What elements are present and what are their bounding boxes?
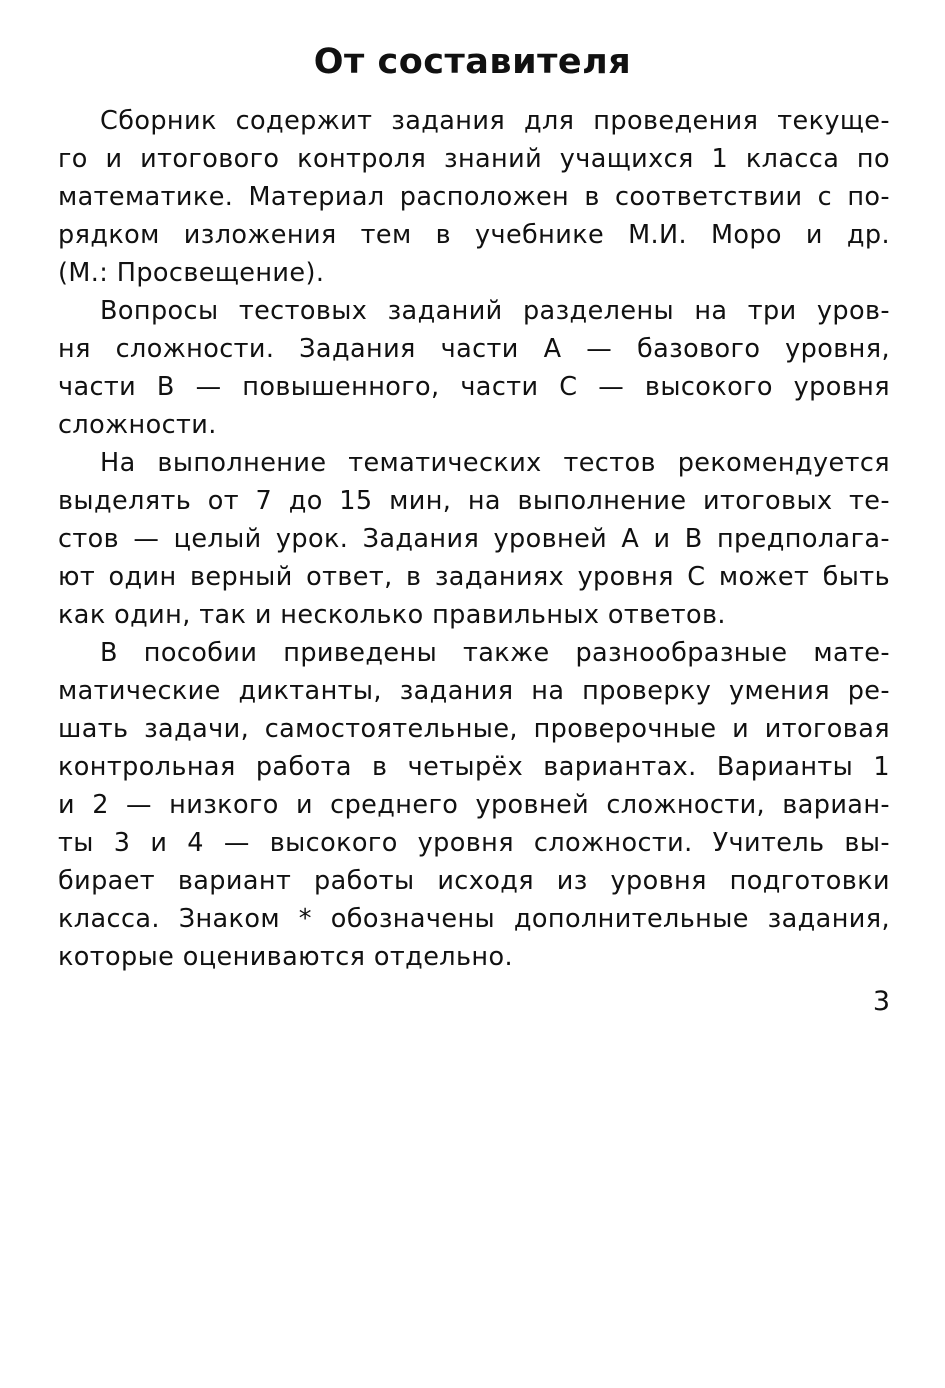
text-line: шать задачи, самостоятельные, проверочные и итоговая	[58, 714, 890, 744]
text-line: математике. Материал расположен в соответствии с по-	[58, 182, 890, 212]
text-line: ты 3 и 4 — высокого уровня сложности. Учитель вы-	[58, 828, 890, 858]
text-line: рядком изложения тем в учебнике М.И. Моро и др.	[58, 220, 890, 250]
text-line: матические диктанты, задания на проверку умения ре-	[58, 676, 890, 706]
paragraph-1	[58, 102, 890, 292]
paragraph-3	[58, 444, 890, 634]
text-line: стов — целый урок. Задания уровней А и В предполага-	[58, 524, 890, 554]
text-line: класса. Знаком * обозначены дополнительные задания,	[58, 904, 890, 934]
text-line: Сборник содержит задания для проведения текуще-	[100, 106, 890, 136]
text-line: Вопросы тестовых заданий разделены на три уров-	[100, 296, 890, 326]
paragraph-2	[58, 292, 890, 444]
text-line: сложности.	[58, 410, 217, 440]
text-line: В пособии приведены также разнообразные мате-	[100, 638, 890, 668]
text-line: как один, так и несколько правильных ответов.	[58, 600, 726, 630]
text-line: которые оцениваются отдельно.	[58, 942, 513, 972]
text-line: части В — повышенного, части С — высокого уровня	[58, 372, 890, 402]
text-line: ют один верный ответ, в заданиях уровня С может быть	[58, 562, 890, 592]
text-line: бирает вариант работы исходя из уровня подготовки	[58, 866, 890, 896]
text-line: (М.: Просвещение).	[58, 258, 325, 288]
text-line: выделять от 7 до 15 мин, на выполнение итоговых те-	[58, 486, 890, 516]
text-line: На выполнение тематических тестов рекомендуется	[100, 448, 890, 478]
text-line: го и итогового контроля знаний учащихся 1 класса по	[58, 144, 890, 174]
paragraph-4	[58, 634, 890, 976]
text-line: ня сложности. Задания части А — базового уровня,	[58, 334, 890, 364]
page-title: От составителя	[313, 42, 632, 82]
text-line: и 2 — низкого и среднего уровней сложности, вариан-	[58, 790, 890, 820]
page-number: 3	[872, 986, 890, 1017]
body-text	[58, 102, 890, 976]
text-line: контрольная работа в четырёх вариантах. Варианты 1	[58, 752, 890, 782]
